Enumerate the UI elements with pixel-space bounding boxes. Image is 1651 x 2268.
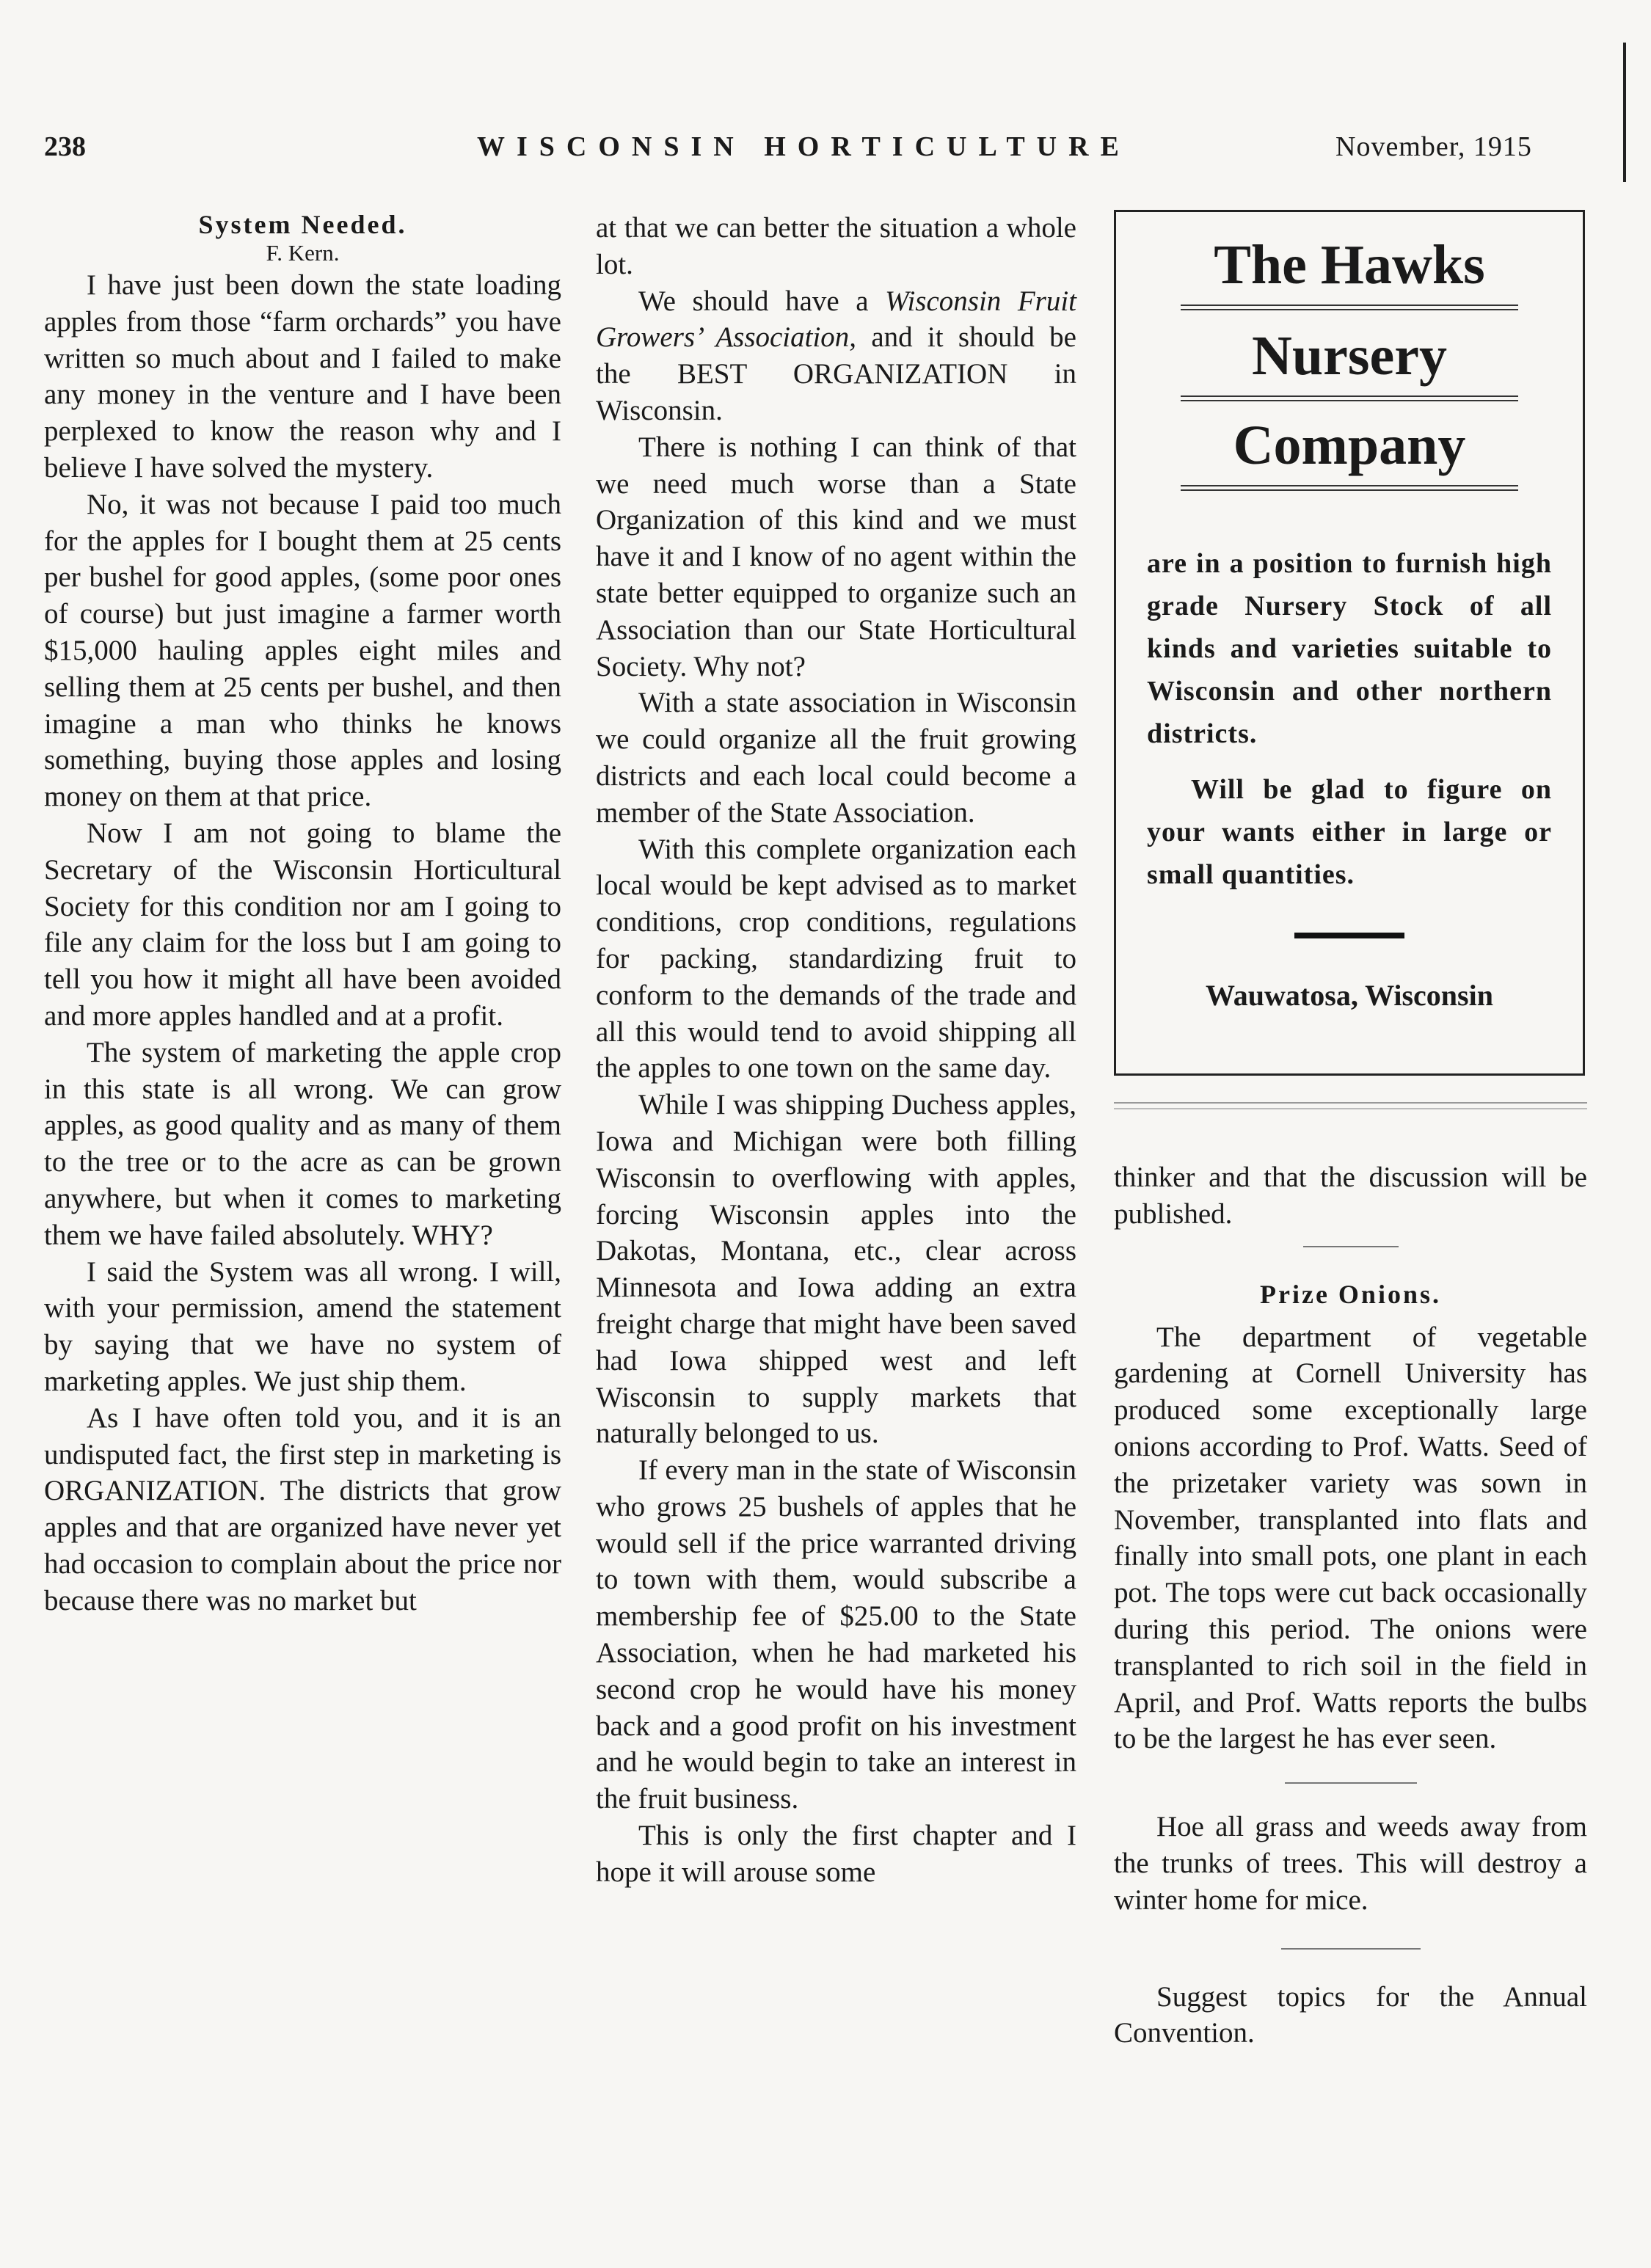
section-separator <box>1285 1782 1417 1784</box>
ad-double-rule <box>1181 395 1518 401</box>
ad-double-rule <box>1181 305 1518 310</box>
journal-title: WISCONSIN HORTICULTURE <box>477 131 1131 162</box>
paragraph: There is nothing I can think of that we need much worse than a State Organization of this kind and we must have it and I know of no agent within the state better equipped to organize such an Association than our State Horticultural Society. Why not? <box>596 431 1076 682</box>
article-title: Prize Onions. <box>1260 1279 1441 1309</box>
paragraph: The department of vegetable gardening at Cornell University has produced some exceptionally large onions according to Prof. Watts. Seed of the prizetaker variety was sown in November, transplanted into flats and finally into small pots, one plant in each pot. The tops were cut back occasionally during this period. The onions were transplanted to rich soil in the field in April, and Prof. Watts reports the bulbs to be the largest he has ever seen. <box>1114 1321 1587 1755</box>
paragraph: While I was shipping Duchess apples, Iowa and Michigan were both filling Wisconsin to overflowing with apples, forcing Wisconsin apples into the Dakotas, Montana, etc., clear across Minnesota and Iowa adding an extra freight charge that might have been saved had Iowa shipped west and left Wisconsin to supply markets that naturally belonged to us. <box>596 1089 1076 1450</box>
ad-location: Wauwatosa, Wisconsin <box>1206 979 1493 1012</box>
paragraph: I have just been down the state loading apples from those “farm orchards” you have written so much about and I failed to make any money in the venture and I have been perplexed to know the reason why and I believe I have solved the mystery. <box>44 269 561 484</box>
paragraph-continued: thinker and that the discussion will be published. <box>1114 1162 1587 1230</box>
section-separator <box>1281 1948 1421 1950</box>
association-name: Wisconsin Fruit Growers’ Association, <box>596 285 1076 354</box>
paragraph: As I have often told you, and it is an undisputed fact, the first step in marketing is ORGANIZATION. The districts that grow apples and that are organized have never yet had occasion to complain about the price nor because there was no market but <box>44 1401 561 1616</box>
paragraph <box>596 283 1076 429</box>
paragraph: Suggest topics for the Annual Convention. <box>1114 1980 1587 2049</box>
column-2 <box>596 210 1076 1891</box>
ad-underline <box>1114 1102 1587 1104</box>
article-author: F. Kern. <box>266 240 340 266</box>
ad-company-name-line2: Nursery <box>1252 325 1447 387</box>
paragraph: With this complete organization each local would be kept advised as to market conditions, crop conditions, regulations for packing, standardizing fruit to conform to the demands of the trade and all this would tend to avoid shipping all the apples to one town on the same day. <box>596 833 1076 1084</box>
text-run: We should have a <box>638 285 886 317</box>
section-separator <box>1303 1246 1399 1247</box>
ad-company-name-line3: Company <box>1233 415 1466 476</box>
article-title: System Needed. <box>198 210 407 239</box>
ad-company-name-line1: The Hawks <box>1214 234 1485 296</box>
ad-underline <box>1114 1108 1587 1109</box>
paragraph: Now I am not going to blame the Secretary of the Wisconsin Horticultural Society for this condition nor am I going to file any claim for the loss but I am going to tell you how it might all have been avoided and more apples handled and at a profit. <box>44 817 561 1032</box>
nursery-advertisement <box>1114 210 1585 1076</box>
paragraph: If every man in the state of Wisconsin who grows 25 bushels of apples that he would sell if the price warranted driving to town with them, would subscribe a membership fee of $25.00 to the State Association, when he had marketed his second crop he would have his money back and a good profit on his investment and he would begin to take an interest in the fruit business. <box>596 1454 1076 1815</box>
paragraph: I said the System was all wrong. I will, with your permission, amend the statement by saying that we have no system of marketing apples. We just ship them. <box>44 1255 561 1397</box>
page-number: 238 <box>44 131 86 162</box>
column-3 <box>1114 1159 1587 2052</box>
text-run: and it should be the BEST ORGANIZATION in Wisconsin. <box>596 321 1076 426</box>
ad-divider-bar <box>1294 933 1404 938</box>
paragraph: Hoe all grass and weeds away from the trunks of trees. This will destroy a winter home for mice. <box>1114 1811 1587 1916</box>
ad-quantities-text: Will be glad to figure on your wants either in large or small quantities. <box>1147 774 1552 890</box>
margin-rule <box>1623 43 1626 182</box>
ad-double-rule <box>1181 485 1518 491</box>
column-1 <box>44 210 561 1619</box>
ad-offer-text: are in a position to furnish high grade Nursery Stock of all kinds and varieties suitable to Wisconsin and other northern districts. <box>1147 548 1552 749</box>
paragraph: No, it was not because I paid too much for the apples for I bought them at 25 cents per bushel for good apples, (some poor ones of course) but just imagine a farmer worth $15,000 hauling apples eight miles and selling them at 25 cents per bushel, and then imagine a man who thinks he knows something, buying those apples and losing money on them at that price. <box>44 488 561 813</box>
paragraph: The system of marketing the apple crop in this state is all wrong. We can grow apples, as good quality and as many of them to the tree or to the acre as can be grown anywhere, but when it comes to marketing them we have failed absolutely. WHY? <box>44 1036 561 1251</box>
paragraph: This is only the first chapter and I hope it will arouse some <box>596 1820 1076 1888</box>
paragraph: With a state association in Wisconsin we could organize all the fruit growing districts and each local could become a member of the State Association. <box>596 687 1076 828</box>
paragraph-continued: at that we can better the situation a whole lot. <box>596 212 1076 280</box>
issue-date: November, 1915 <box>1335 131 1532 162</box>
